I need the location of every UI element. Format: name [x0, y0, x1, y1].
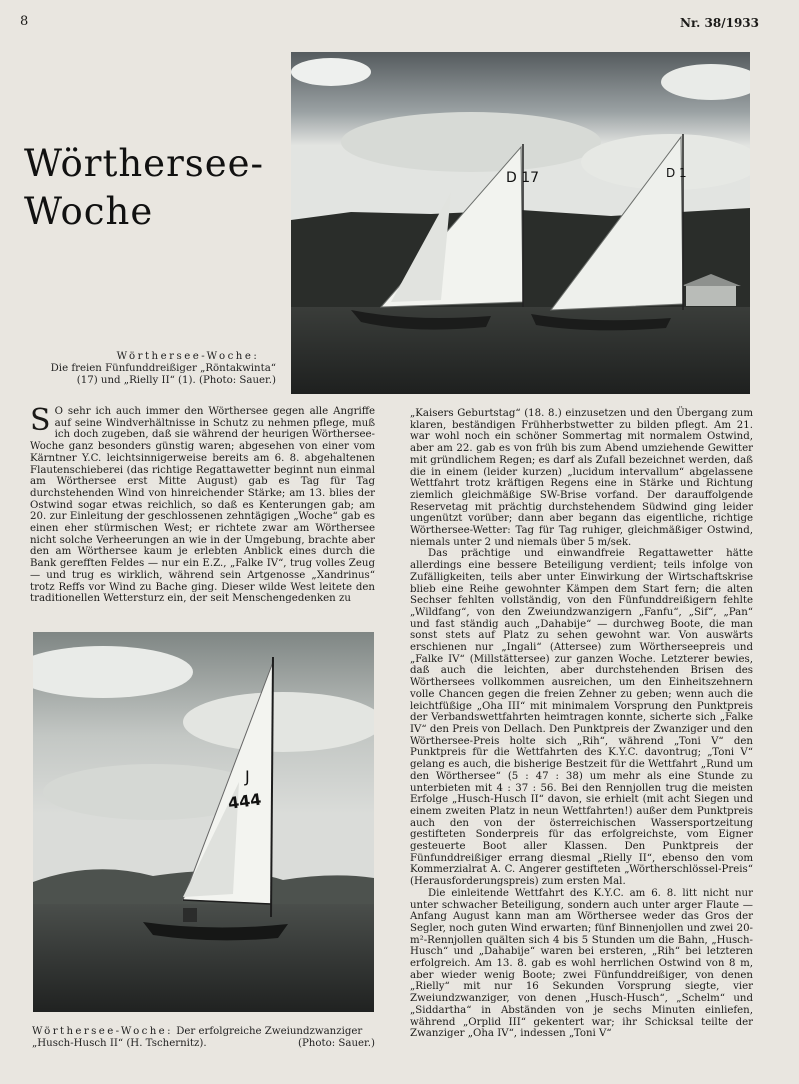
photo-two-sailboats: [291, 52, 750, 394]
issue-number: Nr. 38/1933: [679, 16, 759, 30]
headline-line-2: Woche: [24, 190, 154, 233]
photo2-caption-text: Der erfolgreiche Zweiundzwanziger „Husch-Husch II“ (H. Tschernitz).: [32, 1026, 363, 1049]
photo1-caption-title: Wörthersee-Woche:: [116, 351, 260, 362]
photo1-caption: [30, 351, 276, 387]
article-column-left: [30, 403, 375, 605]
article-right-paragraph-2: Das prächtige und einwandfreie Regattawetter hätte allerdings eine bessere Beteiligung verdient; teils infolge von Zufälligkeiten, teils aber unter Einwirkung der Wirtschaftskrise blieb eine Reihe gewohnter Kämpen dem Start fern; die alten Sechser fehlten vollständig, von den Fünfunddreißigern fehlte „Wildfang“, von den Zweiundzwanzigern „Fanfu“, „Sif“, „Pan“ und fast ständig auch „Dahabije“ — durchweg Boote, die man sonst stets auf Platz zu sehen gewohnt war. Von auswärts erschienen nur „Ingali“ (Attersee) zum Wörtherseepreis und „Falke IV“ (Millstättersee) zur ganzen Woche. Letzterer bewies, daß auch die leichten, aber durchstehenden Brisen des Wörthersees vollkommen ausreichen, um den Einheitszehnern volle Chancen gegen die freien Zehner zu geben; wenn auch die leichtfüßige „Oha III“ mit minimalem Vorsprung den Punktpreis der Verbandswettfahrten heimtragen konnte, sicherte sich „Falke IV“ den Preis von Dellach. Den Punktpreis der Zwanziger und den Wörthersee-Preis holte sich „Rih“, während „Toni V“ den Punktpreis für die Wettfahrten des K.Y.C. davontrug; „Toni V“ gelang es auch, die bisherige Bestzeit für die Wettfahrt „Rund um den Wörthersee“ (5 : 47 : 38) um mehr als eine Stunde zu unterbieten mit 4 : 37 : 56. Bei den Rennjollen trug die meisten Erfolge „Husch-Husch II“ davon, sie erhielt (mit acht Siegen und einem zweiten Platz in neun Wettfahrten!) außer dem Punktpreis auch den von der österreichischen Wassersportzeitung gestifteten Sonderpreis für das erfolgreichste, vom Eigner gesteuerte Boot aller Klassen. Den Punktpreis der Fünfunddreißiger errang diesmal „Rielly II“, ebenso den vom Kommerzialrat A. C. Angerer gestifteten „Wörtherschlössel-Preis“ (Herausforderungspreis) zum ersten Mal.: [410, 548, 753, 888]
sail-letter: J: [245, 767, 250, 786]
photo-sailboat-husch-husch: [33, 632, 374, 1012]
article-headline: [24, 140, 264, 236]
photo1-credit: (Photo: Sauer.): [198, 375, 276, 386]
photo2-caption: [32, 1026, 375, 1050]
sail-number-left: D 17: [506, 170, 540, 186]
page-number: 8: [20, 14, 29, 29]
article-left-paragraph-1: O sehr ich auch immer den Wörthersee gegen alle Angriffe auf seine Windverhältnisse in Schutz zu nehmen pflege, muß ich doch zugeben, daß sie während der heurigen Wörthersee-Woche ganz besonders günstig waren; abgesehen von einer vom Kärntner Y.C. leichtsinnigerweise bereits am 6. 8. abgehaltenen Flautenschieberei (das richtige Regattawetter beginnt nun einmal am Wörthersee erst Mitte August) gab es Tag für Tag durchstehenden Wind von hinreichender Stärke; am 13. blies der Ostwind sogar etwas reichlich, so daß es Kenterungen gab; am 20. zur Einleitung der geschlossenen zehntägigen „Woche“ gab es einen eher stürmischen West; er richtete zwar am Wörthersee nicht solche Verheerungen an wie in der Umgebung, brachte aber den am Wörthersee kaum je erlebten Anblick eines durch die Bank gerefften Feldes — nur ein E.Z., „Falke IV“, trug volles Zeug — und trug es wirklich, während sein Artgenosse „Xandrinus“ trotz Reffs vor Wind zu Bache ging. Dieser wilde West leitete den traditionellen Wettersturz ein, der seit Menschengedenken zu: [30, 406, 375, 605]
article-right-paragraph-3: Die einleitende Wettfahrt des K.Y.C. am 6. 8. litt nicht nur unter schwacher Beteiligung, sondern auch unter arger Flaute — Anfang August kann man am Wörthersee weder das Gros der Segler, noch guten Wind erwarten; fünf Binnenjollen und zwei 20-m²-Rennjollen quälten sich 4 bis 5 Stunden um die Bahn, „Husch-Husch“ und „Dahabije“ waren bei ersteren, „Rih“ bei letzteren erfolgreich. Am 13. 8. gab es wohl herrlichen Ostwind von 8 m, aber wieder wenig Boote; zwei Fünfunddreißiger, von denen „Rielly“ mit nur 16 Sekunden Vorsprung siegte, vier Zweiundzwanziger, von denen „Husch-Husch“, „Schelm“ und „Siddartha“ in Abständen von je sechs Minuten einliefen, während „Orplid III“ gekentert war; ihr Schicksal teilte der Zwanziger „Oha IV“, indessen „Toni V“: [410, 887, 753, 1040]
sail-number-right: D 1: [666, 166, 687, 180]
drop-cap: S: [30, 403, 51, 438]
photo2-credit: (Photo: Sauer.): [297, 1038, 375, 1049]
photo2-caption-title: Wörthersee-Woche:: [32, 1026, 173, 1037]
article-right-paragraph-1: „Kaisers Geburtstag“ (18. 8.) einzusetzen und den Übergang zum klaren, beständigen Frühherbstwetter zu bilden pflegt. Am 21. war wohl noch ein schöner Sommertag mit normalem Ostwind, aber am 22. gab es von früh bis zum Abend umziehende Gewitter mit gründlichem Regen; es darf als Zufall bezeichnet werden, daß die in einem (leider kurzen) „lucidum intervallum“ abgelassene Wettfahrt trotz kräftigen Regens eine in Stärke und Richtung ziemlich gleichmäßige SW-Brise vorfand. Der darauffolgende Reservetag mit prächtig durchstehendem Südwind ging leider ungenützt vorüber; dann aber begann das eigentliche, richtige Wörthersee-Wetter: Tag für Tag ruhiger, gleichmäßiger Ostwind, niemals unter 2 und niemals über 5 m/sek.: [410, 408, 753, 548]
article-column-right: [410, 408, 753, 1040]
headline-line-1: Wörthersee-: [24, 142, 265, 185]
sail-number: 444: [226, 789, 263, 813]
photo1-caption-text: Die freien Fünfunddreißiger „Röntakwinta“ (17) und „Rielly II“ (1).: [50, 363, 276, 386]
